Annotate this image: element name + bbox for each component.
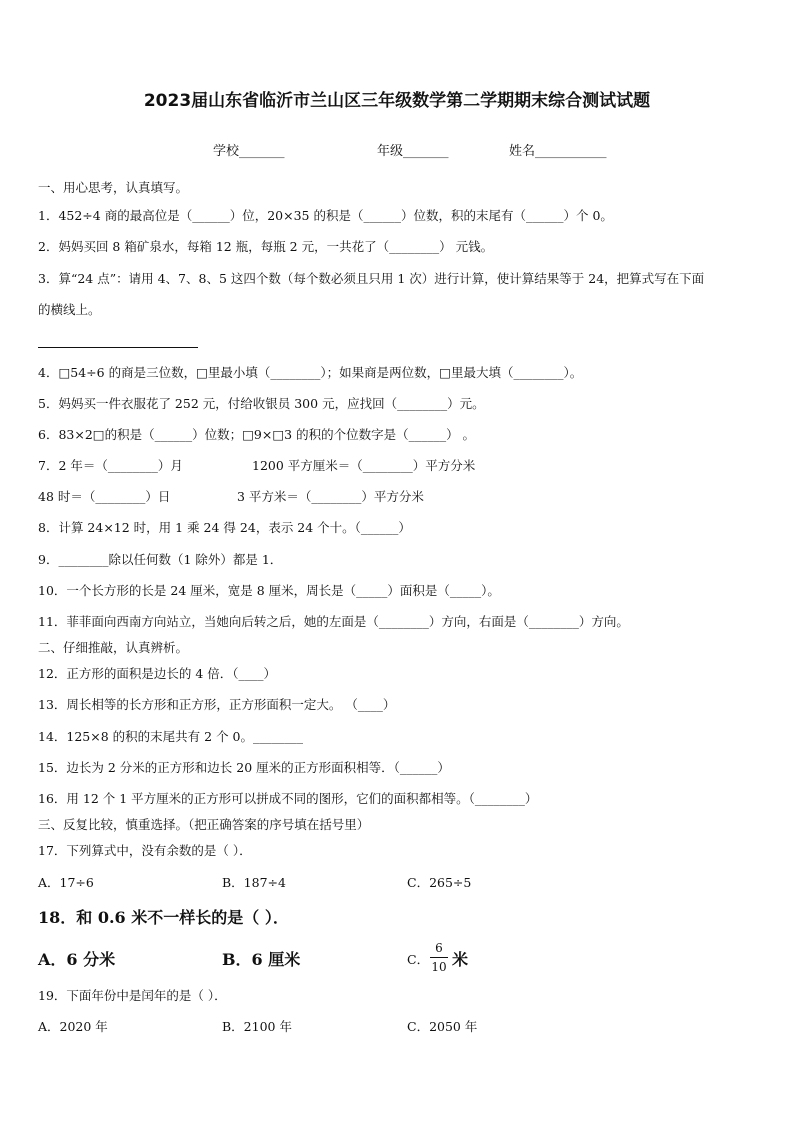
q17-option-c: C．265÷5 — [407, 875, 472, 890]
q17-option-b: B．187÷4 — [222, 875, 286, 890]
question-18: 18．和 0.6 米不一样长的是（ ）． — [38, 908, 289, 927]
school-field: 学校_______ — [213, 144, 285, 159]
section-2-heading: 二、仔细推敲，认真辨析。 — [38, 640, 189, 655]
question-13: 13．周长相等的长方形和正方形，正方形面积一定大。 （____） — [38, 697, 396, 712]
q18-fraction — [430, 940, 448, 975]
question-7b: 1200 平方厘米＝（________）平方分米 — [252, 458, 476, 473]
answer-line — [38, 347, 198, 348]
question-7a: 7．2 年＝（________）月 — [38, 458, 183, 473]
q18-option-b: B．6 厘米 — [222, 950, 301, 969]
question-2: 2．妈妈买回 8 箱矿泉水，每箱 12 瓶，每瓶 2 元，一共花了（________） 元钱。 — [38, 239, 494, 254]
q19-option-a: A．2020 年 — [38, 1019, 108, 1034]
q19-option-b: B．2100 年 — [222, 1019, 292, 1034]
q18-option-a: A．6 分米 — [38, 950, 116, 969]
question-4: 4．□54÷6 的商是三位数，□里最小填（________）；如果商是两位数，□里最大填（________）。 — [38, 365, 583, 380]
question-8: 8．计算 24×12 时，用 1 乘 24 得 24，表示 24 个十。（______） — [38, 520, 411, 535]
question-7c: 48 时＝（________）日 — [38, 489, 171, 504]
question-1: 1．452÷4 商的最高位是（______）位，20×35 的积是（______）位数，积的末尾有（______）个 0。 — [38, 208, 613, 223]
question-19: 19．下面年份中是闰年的是（ ）． — [38, 988, 227, 1003]
question-6: 6．83×2□的积是（______）位数；□9×□3 的积的个位数字是（______） 。 — [38, 427, 476, 442]
name-field: 姓名___________ — [509, 144, 607, 159]
fraction-numerator: 6 — [435, 941, 443, 955]
question-3-cont: 的横线上。 — [38, 302, 101, 317]
fraction-denominator: 10 — [431, 960, 447, 974]
question-12: 12．正方形的面积是边长的 4 倍．（____） — [38, 666, 277, 681]
question-14: 14．125×8 的积的末尾共有 2 个 0。________ — [38, 729, 303, 744]
grade-field: 年级_______ — [377, 144, 449, 159]
question-10: 10．一个长方形的长是 24 厘米，宽是 8 厘米，周长是（_____）面积是（_____）。 — [38, 583, 500, 598]
question-3: 3．算“24 点”：请用 4、7、8、5 这四个数（每个数必须且只用 1 次）进行计算，使计算结果等于 24，把算式写在下面 — [38, 271, 705, 286]
q17-option-a: A．17÷6 — [38, 875, 94, 890]
page-title: 2023届山东省临沂市兰山区三年级数学第二学期期末综合测试试题 — [143, 91, 651, 111]
question-9: 9．________除以任何数（1 除外）都是 1． — [38, 552, 283, 567]
question-7d: 3 平方米＝（________）平方分米 — [237, 489, 424, 504]
section-1-heading: 一、用心思考，认真填写。 — [38, 180, 189, 195]
question-15: 15．边长为 2 分米的正方形和边长 20 厘米的正方形面积相等．（______） — [38, 760, 450, 775]
question-16: 16．用 12 个 1 平方厘米的正方形可以拼成不同的图形，它们的面积都相等。（________） — [38, 791, 538, 806]
q18-option-c-unit: 米 — [452, 950, 469, 969]
q18-option-c: C． — [407, 952, 430, 967]
section-3-heading: 三、反复比较，慎重选择。（把正确答案的序号填在括号里） — [38, 817, 370, 832]
question-5: 5．妈妈买一件衣服花了 252 元，付给收银员 300 元，应找回（________）元。 — [38, 396, 485, 411]
q19-option-c: C．2050 年 — [407, 1019, 478, 1034]
question-11: 11．菲菲面向西南方向站立，当她向后转之后，她的左面是（________）方向，右面是（________）方向。 — [38, 614, 629, 629]
question-17: 17．下列算式中，没有余数的是（ ）． — [38, 843, 252, 858]
fraction-bar — [430, 957, 448, 958]
